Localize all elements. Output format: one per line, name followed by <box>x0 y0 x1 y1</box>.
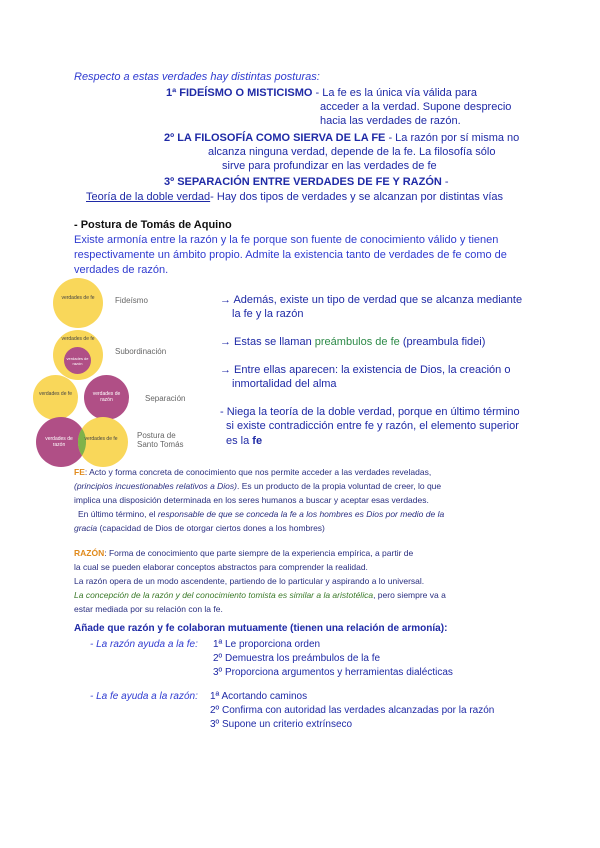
fe-t4b: responsable de que se conceda la fe a los hombres es Dios por medio de la <box>157 509 445 519</box>
razon-t1: : Forma de conocimiento que parte siempre de la experiencia empírica, a partir de <box>104 548 414 558</box>
right-r4c-text: es la <box>226 435 253 447</box>
colabora-razon-item-2: 2º Demuestra los preámbulos de la fe <box>213 653 381 664</box>
tomas-l2: respectivamente un ámbito propio. Admite la existencia tanto de verdades de fe como de <box>74 249 507 261</box>
colabora-title: Añade que razón y fe colaboran mutuamente (tienen una relación de armonía): <box>74 623 448 634</box>
colabora-razon-label: - La razón ayuda a la fe: <box>90 639 198 650</box>
diagram-separacion-label: Separación <box>145 394 186 403</box>
doble-verdad <box>86 191 503 203</box>
razon-line4 <box>74 590 446 600</box>
postura-3-dash: - <box>444 176 449 188</box>
right-r3b: inmortalidad del alma <box>232 378 337 390</box>
right-r2-pre: → Estas se llaman <box>220 336 315 348</box>
colabora-razon-item-3: 3º Proporciona argumentos y herramientas dialécticas <box>213 667 453 678</box>
fe-t5b: (capacidad de Dios de otorgar ciertos dones a los hombres) <box>97 523 325 533</box>
diagram-fideismo-label: Fideísmo <box>115 296 148 305</box>
razon-label: RAZÓN <box>74 548 105 558</box>
postura-1-l1: - La fe es la única vía válida para <box>315 87 477 99</box>
diagram-separacion-a <box>33 375 78 420</box>
fe-t2a: (principios incuestionables relativos a Dios) <box>74 481 237 491</box>
diagram-separacion-b-text: verdades de razón <box>92 391 121 403</box>
fe-t2b: . Es un producto de la propia voluntad de creer, lo que <box>237 481 442 491</box>
razon-t5: estar mediada por su relación con la fe. <box>74 604 223 614</box>
right-r2 <box>220 336 485 348</box>
razon-line1 <box>74 548 413 558</box>
colabora-fe-item-2: 2º Confirma con autoridad las verdades alcanzadas por la razón <box>210 705 495 716</box>
fe-line2 <box>74 481 441 491</box>
razon-t3: La razón opera de un modo ascendente, partiendo de lo particular y aspirando a lo universal. <box>74 576 425 586</box>
colabora-razon-item-1: 1ª Le proporciona orden <box>213 639 321 650</box>
postura-2-l3: sirve para profundizar en las verdades de fe <box>222 160 437 172</box>
postura-3 <box>164 176 449 188</box>
diagram-fideismo-circle <box>53 278 103 328</box>
diagram-santo-tomas-b: verdades de fe <box>84 436 118 442</box>
colabora-fe-item-1: 1ª Acortando caminos <box>210 691 308 702</box>
fe-line1 <box>74 467 431 477</box>
fe-line5 <box>74 523 325 533</box>
postura-2-l2: alcanza ninguna verdad, depende de la fe. La filosofía sólo <box>208 146 496 158</box>
right-r1b: la fe y la razón <box>232 308 304 320</box>
postura-1-head: 1ª FIDEÍSMO O MISTICISMO <box>166 87 313 99</box>
tomas-title: - Postura de Tomás de Aquino <box>74 219 232 231</box>
fe-label: FE <box>74 467 85 477</box>
right-r1a: → Además, existe un tipo de verdad que se alcanza mediante <box>220 294 523 306</box>
postura-2 <box>164 132 519 144</box>
diagram-santo-tomas-label1: Postura de <box>137 431 176 440</box>
fe-t1: : Acto y forma concreta de conocimiento que nos permite acceder a las verdades reveladas, <box>84 467 432 477</box>
colabora-fe-label: - La fe ayuda a la razón: <box>90 691 198 702</box>
right-r2-post: (preambula fidei) <box>399 336 486 348</box>
postura-1-l3: hacia las verdades de razón. <box>320 115 461 127</box>
postura-1 <box>166 87 477 99</box>
fe-line4 <box>78 509 444 519</box>
postura-2-head: 2º LA FILOSOFÍA COMO SIERVA DE LA FE <box>164 132 386 144</box>
diagram-santo-tomas-label2: Santo Tomás <box>137 440 184 449</box>
diagram-subordinacion-inner: verdades de fe <box>61 336 95 342</box>
tomas-l3: verdades de razón. <box>74 264 169 276</box>
doble-verdad-rest: - Hay dos tipos de verdades y se alcanzan por distintas vías <box>210 191 504 203</box>
right-r4d: fe <box>252 435 263 447</box>
postura-1-l2: acceder a la verdad. Supone desprecio <box>320 101 512 113</box>
doble-verdad-link: Teoría de la doble verdad <box>86 191 211 203</box>
razon-t2: la cual se pueden elaborar conceptos abstractos para comprender la realidad. <box>74 562 368 572</box>
tomas-l1: Existe armonía entre la razón y la fe porque son fuente de conocimiento válido y tienen <box>74 234 499 246</box>
diagram-santo-tomas-a: verdades de razón <box>45 436 73 448</box>
postura-2-l1: - La razón por sí misma no <box>388 132 520 144</box>
right-r3a: → Entre ellas aparecen: la existencia de Dios, la creación o <box>220 364 511 376</box>
diagram-separacion-a-text: verdades de fe <box>38 391 73 397</box>
right-r4a: - Niega la teoría de la doble verdad, porque en último término <box>220 406 520 418</box>
right-r4b: si existe contradicción entre fe y razón, el elemento superior <box>226 420 519 432</box>
diagram-subordinacion-label: Subordinación <box>115 347 167 356</box>
fe-t4a: En último término, el <box>78 509 158 519</box>
razon-t4a: La concepción de la razón y del conocimiento tomista es similar a la aristotélica <box>74 590 374 600</box>
fe-t3: implica una disposición determinada en los seres humanos a buscar y aceptar esas verdades. <box>74 495 429 505</box>
colabora-fe-item-3: 3º Supone un criterio extrínseco <box>210 719 353 730</box>
postura-3-head: 3º SEPARACIÓN ENTRE VERDADES DE FE Y RAZÓN <box>164 176 442 188</box>
fe-t5a: gracia <box>74 523 98 533</box>
intro-text: Respecto a estas verdades hay distintas posturas: <box>74 71 320 83</box>
diagram-fideismo-inner: verdades de fe <box>61 295 95 301</box>
razon-t4b: , pero siempre va a <box>373 590 446 600</box>
right-r4c <box>226 435 262 447</box>
diagram-subordinacion-sub-text: verdades de razón <box>66 356 89 366</box>
right-r2-green: preámbulos de fe <box>314 336 400 348</box>
